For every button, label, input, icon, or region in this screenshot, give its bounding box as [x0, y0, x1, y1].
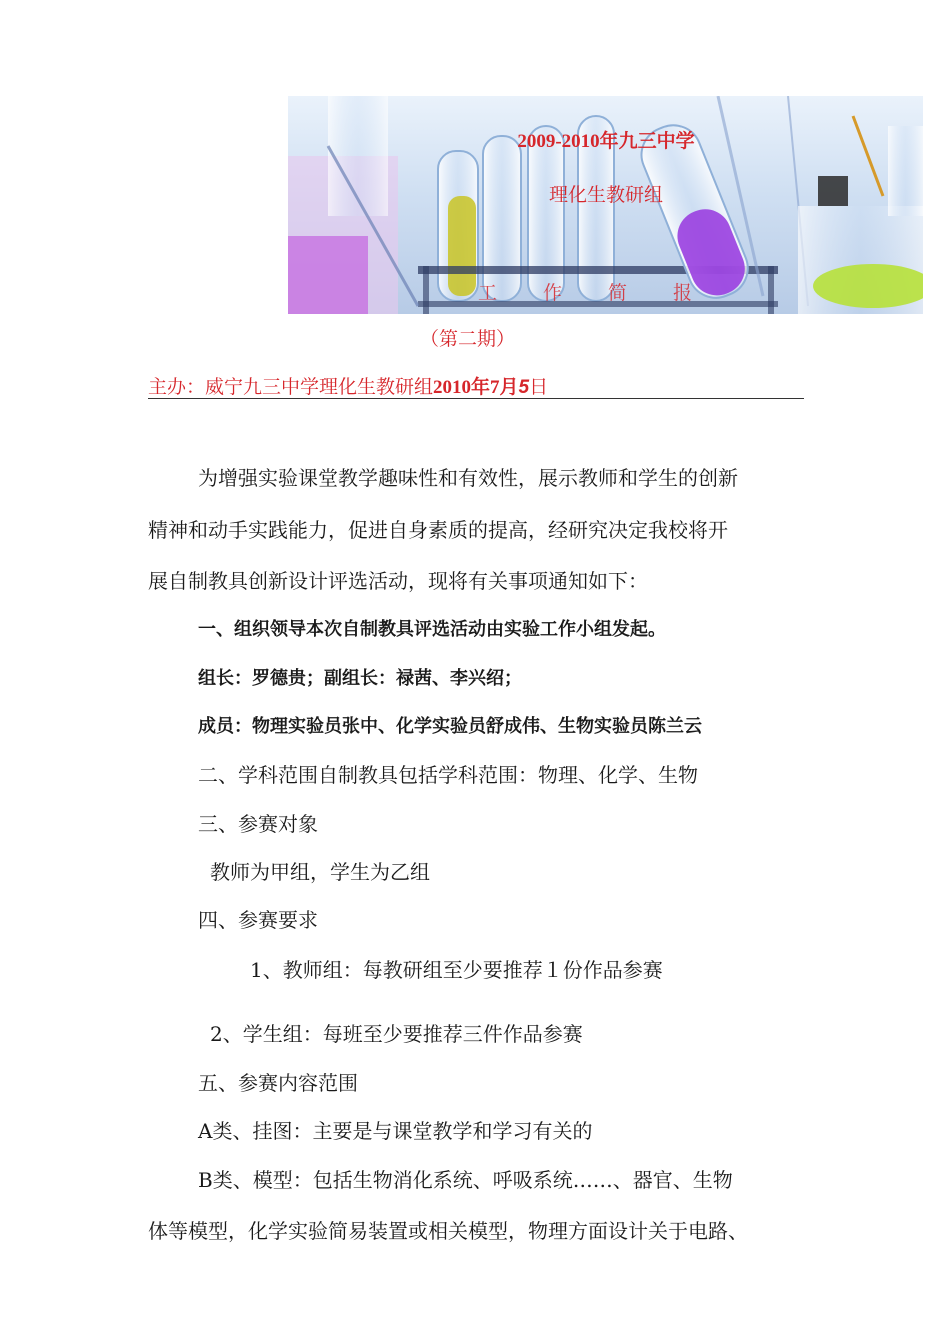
sponsor-line: [148, 372, 548, 399]
section1-leader: 组长：罗德贵；副组长：禄茜、李兴绍；: [198, 668, 522, 689]
sponsor-date: [433, 377, 529, 398]
section3-text: 教师为甲组，学生为乙组: [210, 860, 430, 884]
section1-title: 一、组织领导本次自制教具评选活动由实验工作小组发起。: [198, 619, 666, 640]
header-divider: [148, 398, 804, 399]
banner-title-group: 理化生教研组: [548, 184, 663, 206]
section5-b-line-1: B类、模型：包括生物消化系统、呼吸系统……、器官、生物: [198, 1168, 733, 1192]
section5-a: A类、挂图：主要是与课堂教学和学习有关的: [198, 1119, 593, 1143]
section5-title: 五、参赛内容范围: [198, 1071, 358, 1095]
intro-line-3: 展自制教具创新设计评选活动，现将有关事项通知如下：: [148, 569, 648, 593]
banner-title-year: 2009-2010年九三中学: [517, 131, 695, 152]
banner-title-report: 工作简报: [477, 282, 738, 304]
section4-item-2: 2、学生组：每班至少要推荐三件作品参赛: [210, 1022, 583, 1046]
section5-b-line-2: 体等模型，化学实验简易装置或相关模型，物理方面设计关于电路、: [148, 1219, 748, 1243]
intro-line-2: 精神和动手实践能力，促进自身素质的提高，经研究决定我校将开: [148, 518, 728, 542]
section3-title: 三、参赛对象: [198, 812, 318, 836]
banner-image: [288, 96, 923, 314]
section4-title: 四、参赛要求: [198, 908, 318, 932]
intro-line-1: 为增强实验课堂教学趣味性和有效性，展示教师和学生的创新: [198, 466, 738, 490]
section1-members: 成员：物理实验员张中、化学实验员舒成伟、生物实验员陈兰云: [198, 716, 702, 737]
section2: 二、学科范围自制教具包括学科范围：物理、化学、生物: [198, 763, 698, 787]
issue-number: （第二期）: [420, 328, 516, 350]
sponsor-text: 主办：威宁九三中学理化生教研组: [148, 376, 434, 398]
sponsor-date-day: 5: [518, 377, 530, 398]
section4-item-1: 1、教师组：每教研组至少要推荐１份作品参赛: [250, 958, 663, 982]
sponsor-date-prefix: 2010年7月: [433, 377, 519, 398]
sponsor-date-suffix: 日: [529, 376, 549, 398]
